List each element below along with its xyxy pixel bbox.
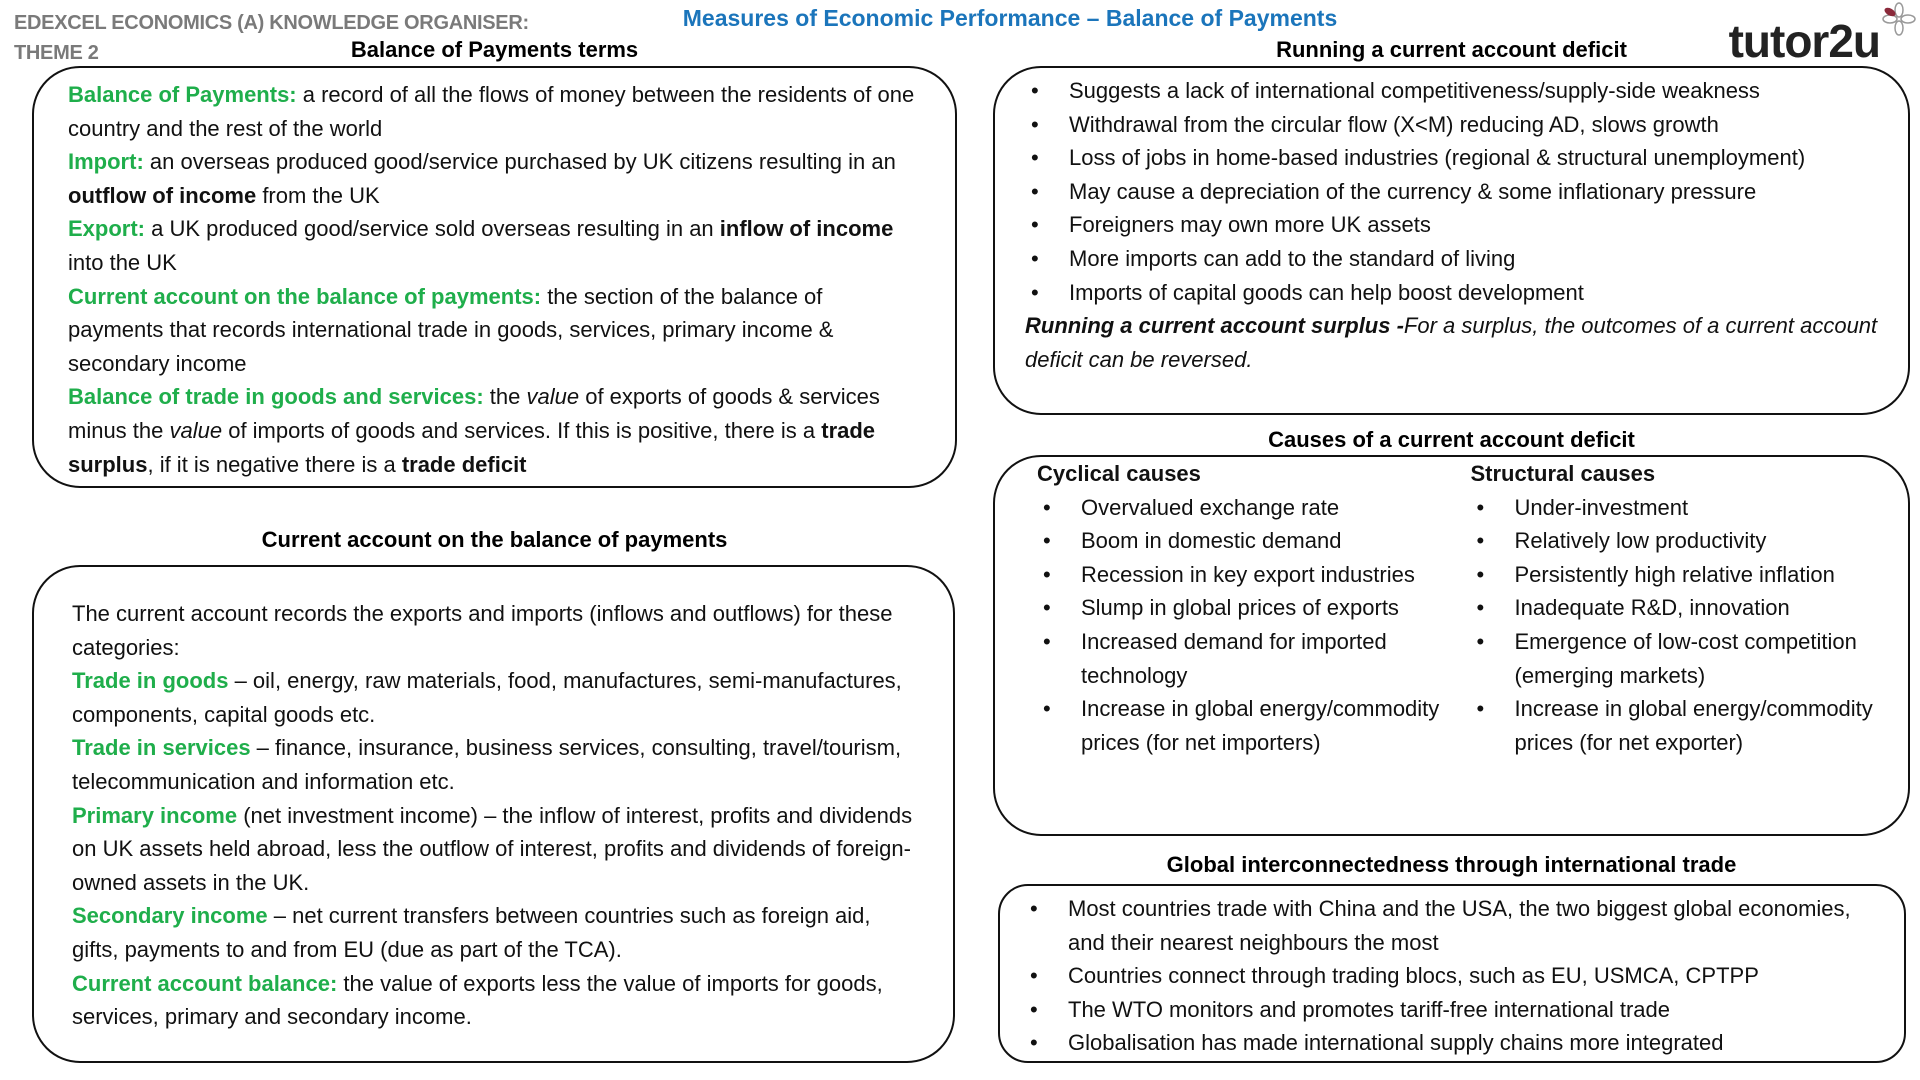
list-item: • Withdrawal from the circular flow (X<M) reducing AD, slows growth <box>1025 108 1888 142</box>
category-label: Primary income <box>72 802 238 828</box>
term-label: Balance of trade in goods and services: <box>68 384 484 410</box>
term-bold: outflow of income <box>68 182 257 208</box>
list-item: • The WTO monitors and promotes tariff-free international trade <box>1024 993 1884 1027</box>
category-secondary <box>72 899 921 966</box>
list-item: • Persistently high relative inflation <box>1471 558 1891 592</box>
list-item: • Inadequate R&D, innovation <box>1471 591 1891 625</box>
list-item: • May cause a depreciation of the currency & some inflationary pressure <box>1025 175 1888 209</box>
surplus-label: Running a current account surplus - <box>1025 313 1404 339</box>
category-text: the value of exports less the value of imports for goods, services, primary and secondary income. <box>72 970 883 1030</box>
list-item: • Boom in domestic demand <box>1037 524 1457 558</box>
term-text: , if it is negative there is a <box>147 451 402 477</box>
term-italic: value <box>169 417 223 443</box>
list-item: • Recession in key export industries <box>1037 558 1457 592</box>
cyclical-column <box>1037 457 1457 759</box>
list-item: • Emergence of low-cost competition (emerging markets) <box>1471 625 1891 692</box>
list-item: • Increased demand for imported technology <box>1037 625 1457 692</box>
term-text: the <box>483 384 527 410</box>
terms-title: Balance of Payments terms <box>350 37 639 62</box>
category-primary <box>72 799 921 900</box>
term-bold: trade deficit <box>401 451 527 477</box>
category-balance <box>72 967 921 1034</box>
term-text: of exports of goods & services minus the <box>68 384 880 443</box>
list-item: • Foreigners may own more UK assets <box>1025 208 1888 242</box>
category-label: Trade in services <box>72 735 251 761</box>
category-text: – net current transfers between countries such as foreign aid, gifts, payments to and from EU (due as part of the TCA). <box>72 903 871 962</box>
list-item: • Most countries trade with China and the USA, the two biggest global economies, and their nearest neighbours the most <box>1024 892 1884 959</box>
list-item: • Imports of capital goods can help boost development <box>1025 276 1888 310</box>
category-label: Current account balance: <box>72 970 338 996</box>
term-label: Export: <box>68 216 145 242</box>
term-balance-of-trade <box>68 380 923 481</box>
terms-box <box>32 66 957 488</box>
category-text: – finance, insurance, business services, consulting, travel/tourism, telecommunication and information etc. <box>72 735 902 794</box>
causes-title: Causes of a current account deficit <box>1268 427 1635 452</box>
term-bop <box>68 78 923 145</box>
term-label: Current account on the balance of payments: <box>68 283 542 309</box>
category-text: (net investment income) – the inflow of interest, profits and dividends on UK assets held abroad, less the outflow of interest, profits and dividends of foreign-owned assets in the UK. <box>72 802 913 895</box>
term-export <box>68 212 923 279</box>
category-services <box>72 731 921 798</box>
category-label: Secondary income <box>72 903 268 929</box>
global-box <box>998 884 1906 1063</box>
term-bold: inflow of income <box>719 216 894 242</box>
list-item: • Increase in global energy/commodity prices (for net exporter) <box>1471 692 1891 759</box>
structural-heading: Structural causes <box>1470 461 1656 486</box>
category-label: Trade in goods <box>72 668 229 694</box>
header-line2: THEME 2 <box>14 42 99 64</box>
list-item: • Suggests a lack of international competitiveness/supply-side weakness <box>1025 74 1888 108</box>
term-text: from the UK <box>256 182 380 208</box>
term-current-account <box>68 280 923 381</box>
list-item: • Relatively low productivity <box>1471 524 1891 558</box>
list-item: • Globalisation has made international supply chains more integrated <box>1024 1026 1884 1060</box>
current-title: Current account on the balance of payments <box>261 527 728 552</box>
surplus-note <box>1025 309 1888 376</box>
list-item: • Under-investment <box>1471 491 1891 525</box>
deficit-box <box>993 66 1910 415</box>
term-text: a UK produced good/service sold overseas resulting in an <box>145 216 720 242</box>
causes-box <box>993 455 1910 836</box>
list-item: • Countries connect through trading blocs, such as EU, USMCA, CPTPP <box>1024 959 1884 993</box>
current-box <box>32 565 955 1063</box>
current-intro: The current account records the exports and imports (inflows and outflows) for these categories: <box>72 601 893 660</box>
cyclical-heading: Cyclical causes <box>1037 461 1201 486</box>
term-text: the section of the balance of payments that records international trade in goods, services, primary income & secondary income <box>68 283 834 376</box>
term-label: Import: <box>68 149 144 175</box>
list-item: • Slump in global prices of exports <box>1037 591 1457 625</box>
term-text: an overseas produced good/service purchased by UK citizens resulting in an <box>143 149 896 175</box>
header-line1: EDEXCEL ECONOMICS (A) KNOWLEDGE ORGANISER: <box>14 12 529 34</box>
tutor2u-logo: tutor2u <box>1728 15 1880 67</box>
category-goods <box>72 664 921 731</box>
term-text: a record of all the flows of money between the residents of one country and the rest of the world <box>68 82 915 141</box>
flower-logo-icon <box>1882 2 1916 36</box>
list-item: • Loss of jobs in home-based industries (regional & structural unemployment) <box>1025 141 1888 175</box>
term-text: of imports of goods and services. If this is positive, there is a <box>222 417 822 443</box>
term-italic: value <box>526 384 580 410</box>
term-text: into the UK <box>68 249 177 275</box>
category-text: – oil, energy, raw materials, food, manufactures, semi-manufactures, components, capital goods etc. <box>72 668 902 727</box>
structural-column <box>1471 457 1891 759</box>
deficit-list <box>1025 74 1888 309</box>
term-import <box>68 145 923 212</box>
list-item: • More imports can add to the standard of living <box>1025 242 1888 276</box>
list-item: • Overvalued exchange rate <box>1037 491 1457 525</box>
page-title: Measures of Economic Performance – Balance of Payments <box>682 5 1338 31</box>
term-label: Balance of Payments: <box>68 82 297 107</box>
term-bold: trade surplus <box>68 417 876 477</box>
global-title: Global interconnectedness through international trade <box>1166 852 1737 877</box>
list-item: • Increase in global energy/commodity prices (for net importers) <box>1037 692 1457 759</box>
deficit-title: Running a current account deficit <box>1276 37 1627 62</box>
surplus-text: For a surplus, the outcomes of a current account deficit can be reversed. <box>1025 313 1878 372</box>
